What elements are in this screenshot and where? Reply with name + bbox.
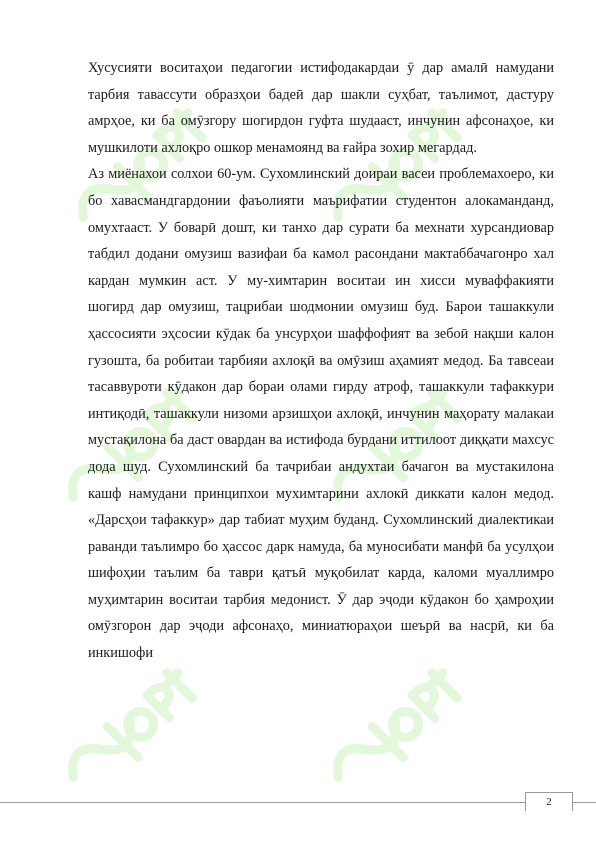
- paragraph-1: Хусусияти воситаҳои педагогии истифодакардаи ӯ дар амалӣ намудани тарбия тавассути образҳои бадеӣ дар шакли суҳбат, таълимот, дастуру амрҳое, ки ба омӯзгору шогирдон гуфта шудааст, инчунин афсонаҳое, ки мушкилоти ахлоқро ошкор менамоянд ва ғайра зохир мегардад.: [88, 60, 554, 156]
- footer-rule: [0, 802, 596, 803]
- body-text: [88, 55, 554, 667]
- watermark-mark: [64, 663, 201, 800]
- page-number: 2: [525, 792, 573, 811]
- paragraph-2: Аз миёнахои солхои 60-ум. Сухомлинский доираи васеи проблемахоеро, ки бо хавасмандгардонии фаъолияти маърифатии студентон алокаманданд, омухтааст. У боварӣ дошт, ки танхо дар сурати ба мехнати хурсандиовар табдил додани омузиш вазифаи ба камол расондани мактаббачагонро хал кардан мумкин аст. У му-химтарин воситаи ин хисси муваффакияти шогирд дар омузиш, тацрибаи шодмонии омузиш буд. Барои ташаккули ҳассосияти эҳсосии кӯдак ба унсурҳои шаффофият ва зебоӣ нақши калон гузошта, ба робитаи тарбияи ахлоқӣ ва омӯзиш аҳамият медод. Ба тавсеаи тасаввуроти кӯдакон дар бораи олами гирду атроф, ташаккули тафаккури интиқодӣ, ташаккули низоми арзишҳои ахлоқӣ, инчунин маҳорату малакаи мустақилона ба даст овардан ва истифода бурдани иттилоот диққати махсус дода шуд. Сухомлинский ба тачрибаи андухтаи бачагон ва мустакилона кашф намудани принципхои мухимтарини ахлокӣ диккати калон медод. «Дарсҳои тафаккур» дар табиат муҳим буданд. Сухомлинский диалектикаи раванди таълимро бо ҳассос дарк намуда, ба муносибати манфӣ ба усулҳои шифоҳии таълим ба таври қатъӣ муқобилат карда, каломи муаллимро муҳимтарин воситаи тарбия медонист. Ӯ дар эҷоди кӯдакон бо ҳамроҳии омӯзгорон дар эҷоди афсонаҳо, миниатюраҳои шеърӣ ва насрӣ, ки ба инкишофи: [88, 166, 554, 662]
- watermark-mark: [329, 663, 466, 800]
